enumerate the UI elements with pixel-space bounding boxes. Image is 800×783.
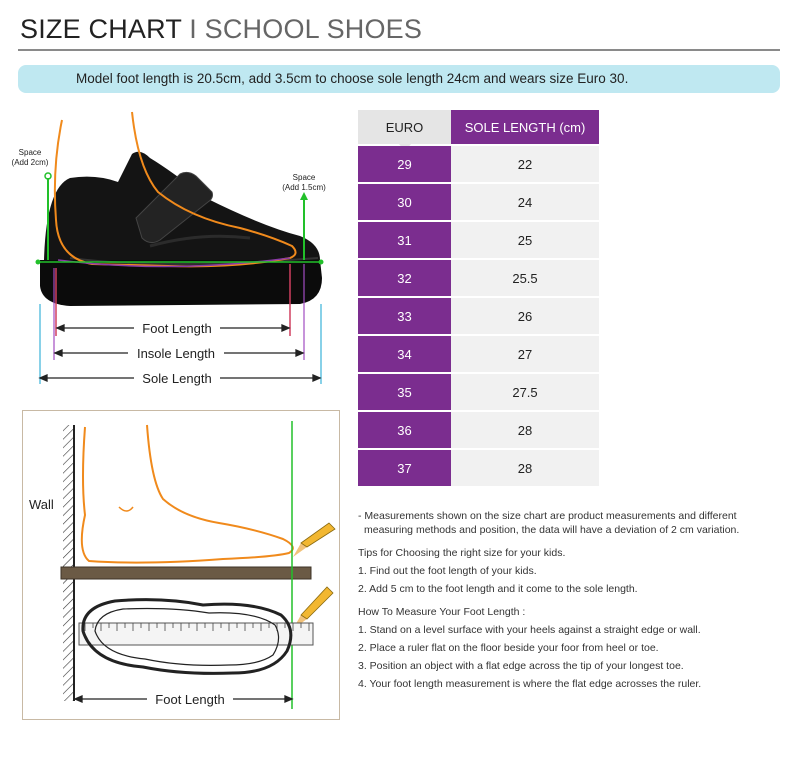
sole-length: 25 [451,222,599,260]
foot-measure-diagram [22,410,340,720]
measurement-notes [358,509,778,695]
foot-measure-illustration [23,411,339,719]
foot-length-label: Foot Length [142,321,212,336]
space-left-label: Space [18,148,42,157]
table-row [358,374,599,412]
sole-length: 28 [451,412,599,450]
tips-heading: Tips for Choosing the right size for your kids. [358,547,566,559]
table-row [358,450,599,488]
wall-label: Wall [29,497,54,512]
notes-intro: - Measurements shown on the size chart are product measurements and different measuring methods and position, the data will have a deviation of 2 cm variation. [358,510,740,536]
euro-size: 33 [358,298,451,336]
measure-foot-length-label: Foot Length [155,692,225,707]
table-row [358,184,599,222]
space-right-label: Space [292,173,316,182]
sole-length: 25.5 [451,260,599,298]
page-title [20,14,422,45]
measure-step: 1. Stand on a level surface with your heels against a straight edge or wall. [358,624,701,636]
shoe-illustration [0,108,345,400]
sole-length: 28 [451,450,599,488]
sole-length: 26 [451,298,599,336]
euro-size: 30 [358,184,451,222]
sole-length: 22 [451,146,599,184]
title-main: SIZE CHART [20,14,182,44]
table-row [358,222,599,260]
table-row [358,260,599,298]
title-divider [18,49,780,51]
model-info-banner: Model foot length is 20.5cm, add 3.5cm to choose sole length 24cm and wears size Euro 30. [18,65,780,93]
title-subtitle: I SCHOOL SHOES [189,14,423,44]
table-row [358,298,599,336]
sole-length: 24 [451,184,599,222]
euro-size: 35 [358,374,451,412]
floor-board [61,567,311,579]
side-foot-outline [82,425,293,563]
wall [63,425,73,701]
header-sole-length: SOLE LENGTH (cm) [451,110,599,146]
euro-size: 32 [358,260,451,298]
size-table [358,110,599,488]
euro-size: 34 [358,336,451,374]
insole-length-label: Insole Length [136,346,216,361]
sole-length: 27.5 [451,374,599,412]
euro-size: 36 [358,412,451,450]
euro-size: 31 [358,222,451,260]
pencil-icon-top [293,523,335,557]
measure-heading: How To Measure Your Foot Length : [358,606,526,618]
space-right-value: (Add 1.5cm) [282,183,326,192]
measure-step: 3. Position an object with a flat edge across the tip of your longest toe. [358,660,684,672]
sole-length: 27 [451,336,599,374]
sole-length-label: Sole Length [142,371,212,386]
shoe-measurement-diagram [0,108,345,400]
size-table-header [358,110,599,146]
header-euro: EURO [358,110,451,146]
euro-size: 29 [358,146,451,184]
table-row [358,412,599,450]
tip-item: 2. Add 5 cm to the foot length and it come to the sole length. [358,583,638,595]
table-row [358,336,599,374]
measure-step: 2. Place a ruler flat on the floor beside your foor from heel or toe. [358,642,659,654]
tip-item: 1. Find out the foot length of your kids. [358,565,537,577]
measure-step: 4. Your foot length measurement is where the flat edge acrosses the ruler. [358,678,702,690]
space-left-value: (Add 2cm) [11,158,49,167]
euro-size: 37 [358,450,451,488]
table-row [358,146,599,184]
